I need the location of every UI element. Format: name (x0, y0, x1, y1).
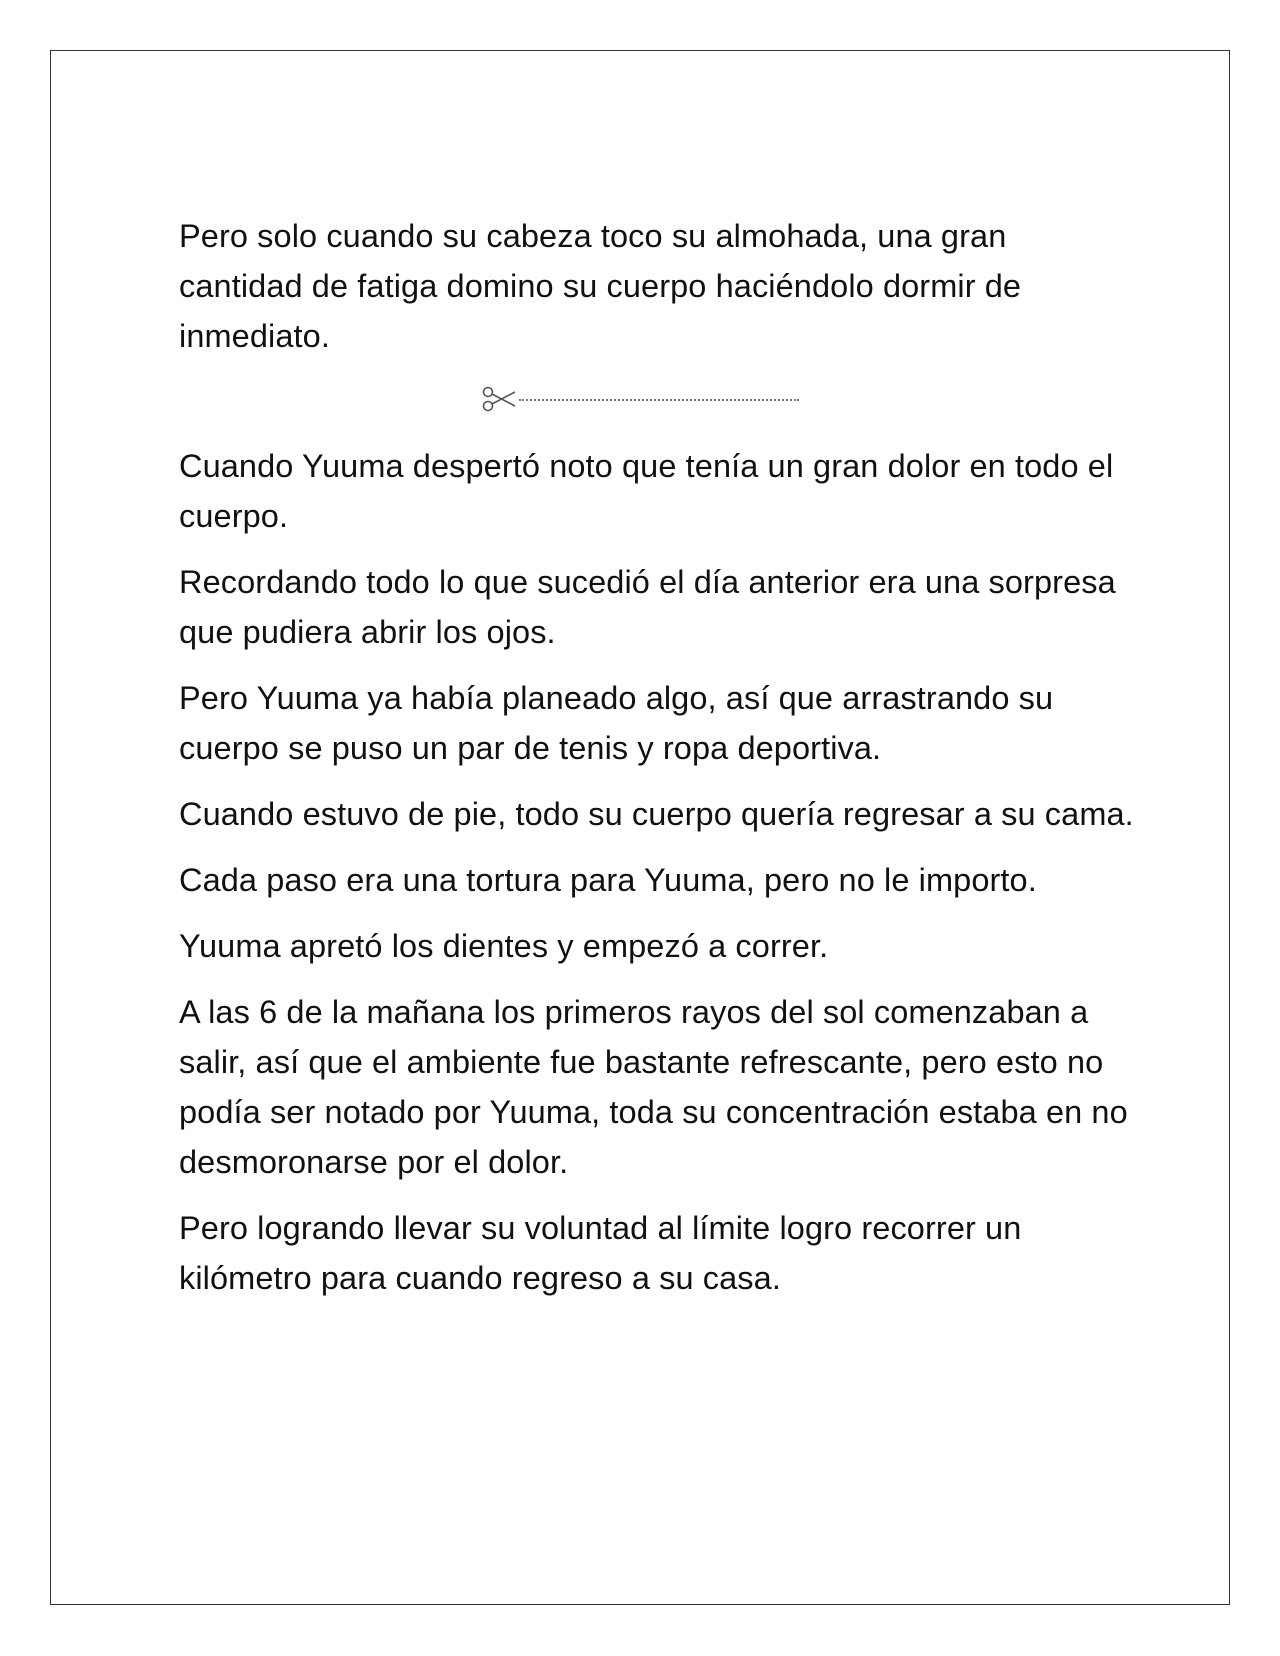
paragraph: Pero solo cuando su cabeza toco su almohada, una gran cantidad de fatiga domino su cuerpo haciéndolo dormir de inmediato. (179, 218, 1022, 354)
paragraph: Pero Yuuma ya había planeado algo, así que arrastrando su cuerpo se puso un par de tenis y ropa deportiva. (179, 680, 1054, 766)
scene-separator (179, 381, 1139, 417)
scissors-icon (481, 384, 517, 414)
page-content (179, 211, 1139, 1319)
paragraph: Cada paso era una tortura para Yuuma, pero no le importo. (179, 862, 1037, 898)
page-frame (50, 50, 1230, 1605)
paragraph: Cuando estuvo de pie, todo su cuerpo quería regresar a su cama. (179, 796, 1134, 832)
paragraph: Pero logrando llevar su voluntad al límite logro recorrer un kilómetro para cuando regreso a su casa. (179, 1210, 1022, 1296)
paragraph: A las 6 de la mañana los primeros rayos del sol comenzaban a salir, así que el ambiente fue bastante refrescante, pero esto no podía ser notado por Yuuma, toda su concentración estaba en no desmoronarse por el dolor. (179, 994, 1128, 1180)
paragraph: Cuando Yuuma despertó noto que tenía un gran dolor en todo el cuerpo. (179, 448, 1114, 534)
paragraph: Recordando todo lo que sucedió el día anterior era una sorpresa que pudiera abrir los ojos. (179, 564, 1116, 650)
paragraph: Yuuma apretó los dientes y empezó a correr. (179, 928, 829, 964)
dotted-cut-line (519, 399, 799, 401)
